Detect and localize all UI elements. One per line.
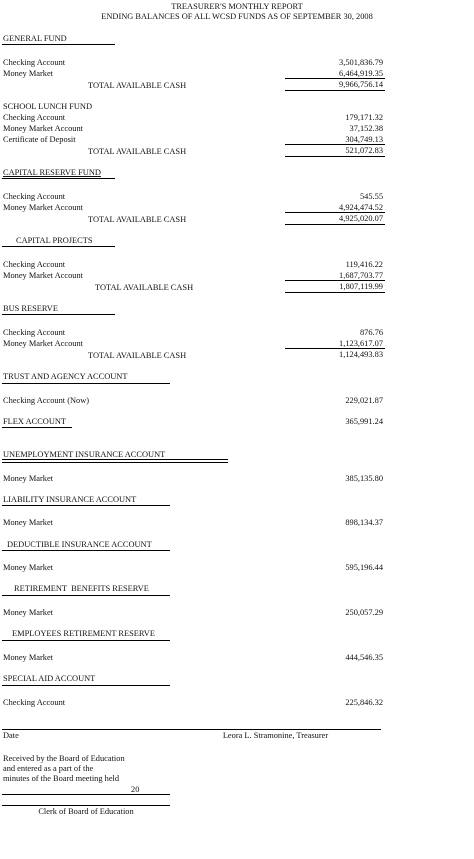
- treasurer-name: Leora L. Stramonine, Treasurer: [222, 731, 329, 740]
- bus-reserve-underline: [2, 314, 115, 315]
- bus-reserve-heading: BUS RESERVE: [3, 304, 58, 313]
- employees-retirement-underline: [2, 640, 170, 641]
- capital-projects-checking-label: Checking Account: [3, 260, 66, 269]
- flex-value: 365,991.24: [345, 417, 383, 426]
- retirement-benefits-mm-value: 250,057.29: [345, 608, 383, 617]
- unemployment-mm-value: 385,135.80: [345, 474, 383, 483]
- report-subtitle: ENDING BALANCES OF ALL WCSD FUNDS AS OF SEPTEMBER 30, 2008: [101, 12, 373, 21]
- date-signature-line: [2, 729, 170, 730]
- general-total-label: TOTAL AVAILABLE CASH: [88, 81, 187, 90]
- school-lunch-mm-value: 37,152.38: [349, 124, 383, 133]
- unemployment-heading: UNEMPLOYMENT INSURANCE ACCOUNT: [3, 450, 166, 459]
- general-fund-underline: [2, 44, 115, 45]
- report-title: TREASURER'S MONTHLY REPORT: [171, 2, 303, 11]
- capital-projects-heading: CAPITAL PROJECTS: [16, 236, 93, 245]
- school-lunch-total-label: TOTAL AVAILABLE CASH: [88, 147, 187, 156]
- special-aid-checking-value: 225,846.32: [345, 698, 383, 707]
- trust-agency-heading: TRUST AND AGENCY ACCOUNT: [3, 372, 128, 381]
- trust-agency-checking-value: 229,021.87: [345, 396, 383, 405]
- special-aid-heading: SPECIAL AID ACCOUNT: [3, 674, 96, 683]
- year-prefix: 20: [131, 785, 140, 794]
- capital-reserve-total-line: [285, 224, 385, 225]
- bus-reserve-checking-value: 876.76: [359, 328, 383, 337]
- bus-reserve-total-label: TOTAL AVAILABLE CASH: [88, 351, 187, 360]
- date-label: Date: [3, 731, 19, 740]
- capital-projects-mm-value: 1,687,703.77: [339, 271, 383, 280]
- liability-mm-value: 898,134.37: [345, 518, 383, 527]
- capital-reserve-checking-label: Checking Account: [3, 192, 66, 201]
- general-checking-value: 3,501,836.79: [339, 58, 383, 67]
- school-lunch-total-line: [285, 156, 385, 157]
- capital-reserve-sum-line: [285, 212, 385, 213]
- liability-underline: [2, 505, 170, 506]
- school-lunch-sum-line: [285, 144, 385, 145]
- employees-retirement-heading: EMPLOYEES RETIREMENT RESERVE: [12, 629, 155, 638]
- capital-projects-sum-line: [285, 280, 385, 281]
- capital-reserve-total-label: TOTAL AVAILABLE CASH: [88, 215, 187, 224]
- capital-reserve-checking-value: 545.55: [359, 192, 383, 201]
- unemployment-underline-1: [2, 459, 228, 460]
- special-aid-underline: [2, 685, 170, 686]
- capital-projects-checking-value: 119,416.22: [345, 260, 383, 269]
- capital-projects-total-line: [285, 292, 385, 293]
- bus-reserve-mm-value: 1,123,617.07: [339, 339, 383, 348]
- bus-reserve-mm-label: Money Market Account: [3, 339, 84, 348]
- clerk-label: Clerk of Board of Education: [38, 807, 134, 816]
- employees-retirement-mm-value: 444,546.35: [345, 653, 383, 662]
- flex-underline: [2, 427, 72, 428]
- capital-projects-mm-label: Money Market Account: [3, 271, 84, 280]
- school-lunch-checking-label: Checking Account: [3, 113, 66, 122]
- employees-retirement-mm-label: Money Market: [3, 653, 54, 662]
- capital-reserve-heading: CAPITAL RESERVE FUND: [3, 168, 101, 177]
- trust-agency-underline: [2, 383, 170, 384]
- capital-reserve-mm-value: 4,924,474.52: [339, 203, 383, 212]
- capital-projects-total-label: TOTAL AVAILABLE CASH: [95, 283, 194, 292]
- school-lunch-cd-label: Certificate of Deposit: [3, 135, 76, 144]
- general-fund-heading: GENERAL FUND: [3, 34, 67, 43]
- deductible-heading: DEDUCTIBLE INSURANCE ACCOUNT: [7, 540, 152, 549]
- special-aid-checking-label: Checking Account: [3, 698, 66, 707]
- school-lunch-cd-value: 304,749.13: [345, 135, 383, 144]
- clerk-signature-line: [2, 805, 170, 806]
- capital-reserve-mm-label: Money Market Account: [3, 203, 84, 212]
- capital-reserve-underline: [2, 178, 115, 179]
- school-lunch-heading: SCHOOL LUNCH FUND: [3, 102, 93, 111]
- treasurer-signature-line: [170, 729, 381, 730]
- general-total-line: [285, 90, 385, 91]
- capital-projects-total-value: 1,807,119.99: [339, 282, 383, 291]
- capital-reserve-total-value: 4,925,020.07: [339, 214, 383, 223]
- bus-reserve-sum-line: [285, 348, 385, 349]
- general-mm-label: Money Market: [3, 69, 54, 78]
- liability-heading: LIABILITY INSURANCE ACCOUNT: [3, 495, 137, 504]
- bus-reserve-checking-label: Checking Account: [3, 328, 66, 337]
- unemployment-mm-label: Money Market: [3, 474, 54, 483]
- retirement-benefits-mm-label: Money Market: [3, 608, 54, 617]
- received-line-2: and entered as a part of the: [3, 764, 94, 773]
- meeting-date-line: [2, 794, 170, 795]
- liability-mm-label: Money Market: [3, 518, 54, 527]
- deductible-mm-value: 595,196.44: [345, 563, 383, 572]
- deductible-underline: [2, 550, 170, 551]
- school-lunch-total-value: 521,072.83: [345, 146, 383, 155]
- received-line-1: Received by the Board of Education: [3, 754, 125, 763]
- retirement-benefits-underline: [2, 595, 170, 596]
- retirement-benefits-heading: RETIREMENT BENEFITS RESERVE: [14, 584, 149, 593]
- trust-agency-checking-label: Checking Account (Now): [3, 396, 90, 405]
- received-line-3: minutes of the Board meeting held: [3, 774, 120, 783]
- bus-reserve-total-value: 1,124,493.83: [339, 350, 383, 359]
- deductible-mm-label: Money Market: [3, 563, 54, 572]
- school-lunch-checking-value: 179,171.32: [345, 113, 383, 122]
- general-checking-label: Checking Account: [3, 58, 66, 67]
- unemployment-underline-2: [2, 462, 228, 463]
- general-sum-line: [285, 78, 385, 79]
- general-total-value: 9,966,756.14: [339, 80, 383, 89]
- capital-projects-underline: [2, 246, 115, 247]
- school-lunch-mm-label: Money Market Account: [3, 124, 84, 133]
- general-mm-value: 6,464,919.35: [339, 69, 383, 78]
- flex-heading: FLEX ACCOUNT: [3, 417, 67, 426]
